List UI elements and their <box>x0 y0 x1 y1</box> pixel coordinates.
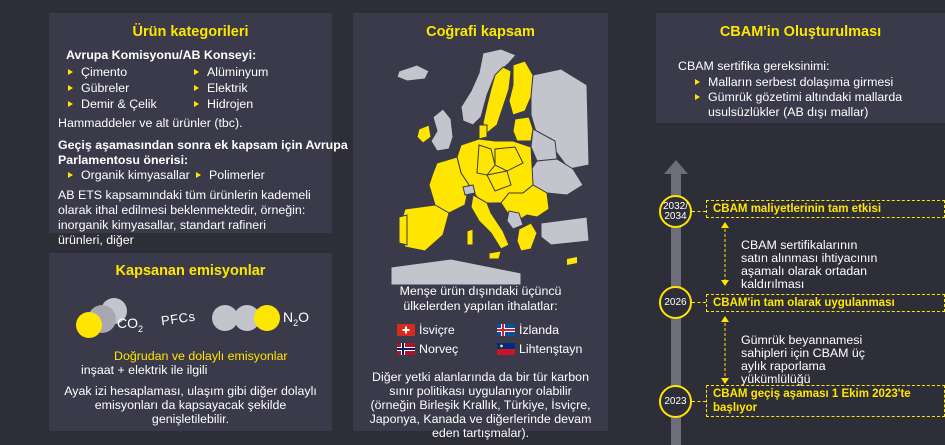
council-heading: Avrupa Komisyonu/AB Konseyi: <box>66 48 257 62</box>
ets-note-1: AB ETS kapsamındaki tüm ürünlerin kademeli <box>58 188 311 202</box>
extra-polymers: Polimerler <box>209 168 265 182</box>
imports-heading-2: ülkelerden yapılan ithalatlar: <box>403 299 558 313</box>
product-categories-title: Ürün kategorileri <box>132 24 249 40</box>
parliament-heading-2: Parlamentosu önerisi: <box>58 153 189 167</box>
product-fertilizers: Gübreler <box>81 81 130 95</box>
phase-out-note-1: CBAM sertifikalarının <box>741 238 858 252</box>
phase-out-note-2: satın alınması ihtiyacının <box>741 251 878 265</box>
cbam-creation-title: CBAM'in Oluşturulması <box>719 24 882 40</box>
customs-supervision-bullet-2: usulsüzlükler (AB dışı mallar) <box>708 105 869 119</box>
year-2023-marker: 2023 <box>659 385 692 418</box>
liechtenstein-flag-icon <box>497 343 515 355</box>
cbam-creation-panel <box>656 13 945 123</box>
country-norway: Norveç <box>419 342 459 356</box>
product-aluminium: Alüminyum <box>207 65 269 79</box>
other-jurisdictions-5: eden tartışmalar). <box>431 426 530 440</box>
product-iron-steel: Demir & Çelik <box>81 97 157 111</box>
norway-flag-icon <box>397 343 415 355</box>
product-cement: Çimento <box>81 65 128 79</box>
footprint-note-2: emisyonları da kapsayacak şekilde <box>94 398 287 412</box>
co2-label: $CO_2$ <box>117 315 144 334</box>
product-categories-panel <box>49 13 348 247</box>
switzerland-flag-icon <box>397 324 415 336</box>
iceland-flag-icon <box>497 324 515 336</box>
n2o-molecule-icon <box>211 301 283 335</box>
imports-heading-1: Menşe ürün dışındaki üçüncü <box>399 284 562 298</box>
emissions-title: Kapsanan emisyonlar <box>115 263 266 279</box>
extra-organic-chemicals: Organik kimyasallar <box>81 168 190 182</box>
free-circulation-bullet: Malların serbest dolaşıma girmesi <box>708 75 894 89</box>
reporting-arrow <box>720 316 730 384</box>
other-jurisdictions-3: (örneğin Birleşik Krallık, Türkiye, İsviçre, <box>370 398 591 412</box>
transition-start-label: CBAM geçiş aşaması 1 Ekim 2023'te başlıyor <box>706 385 945 417</box>
other-jurisdictions-4: Japonya, Kanada ve diğerlerinde devam <box>369 412 592 426</box>
europe-map-icon <box>391 45 591 285</box>
full-implementation-label: CBAM'in tam olarak uygulanması <box>706 294 945 312</box>
geographic-scope-panel <box>353 13 608 440</box>
country-switzerland: İsviçre <box>419 323 455 337</box>
reporting-note-1: Gümrük beyannamesi <box>741 333 863 347</box>
phase-out-note-3: aşamalı olarak ortadan <box>741 264 868 278</box>
footprint-note-1: Ayak izi hesaplaması, ulaşım gibi diğer dolaylı <box>64 384 317 398</box>
construction-electricity: inşaat + elektrik ile ilgili <box>81 363 208 377</box>
country-liechtenstein: Lihtenştayn <box>519 342 583 356</box>
pfcs-label: PFCs <box>160 308 197 329</box>
raw-materials-note: Hammaddeler ve alt ürünler (tbc). <box>58 116 243 130</box>
direct-indirect-emissions: Doğrudan ve dolaylı emisyonlar <box>114 349 288 363</box>
phase-out-arrow <box>720 222 730 286</box>
footprint-note-3: genişletilebilir. <box>151 412 230 426</box>
other-jurisdictions-1: Diğer yetki alanlarında da bir tür karbon <box>372 370 589 384</box>
reporting-note-3: aylık raporlama <box>741 359 826 373</box>
emissions-panel <box>49 253 332 431</box>
customs-supervision-bullet: Gümrük gözetimi altındaki mallarda <box>708 90 903 104</box>
timeline <box>656 160 945 445</box>
year-2026-marker: 2026 <box>659 286 692 319</box>
country-iceland: İzlanda <box>519 323 559 337</box>
other-jurisdictions-2: sınır politikası uygulanıyor olabilir <box>389 384 572 398</box>
n2o-label: $N_2O$ <box>283 309 310 328</box>
ets-note-4: ürünleri, diğer <box>58 233 134 247</box>
ets-note-3: inorganik kimyasallar, standart rafineri <box>58 218 266 232</box>
reporting-note-4: yükümlülüğü <box>741 372 811 386</box>
reporting-note-2: sahipleri için CBAM üç <box>741 346 865 360</box>
geographic-scope-title: Coğrafi kapsam <box>426 24 535 40</box>
phase-out-note-4: kaldırılması <box>741 277 805 291</box>
cert-requirement-heading: CBAM sertifika gereksinimi: <box>678 59 830 73</box>
product-electricity: Elektrik <box>207 81 248 95</box>
year-2032-2034-marker: 2032/ 2034 <box>659 195 692 228</box>
product-hydrogen: Hidrojen <box>207 97 254 111</box>
parliament-heading-1: Geçiş aşamasından sonra ek kapsam için Avrupa <box>58 138 348 152</box>
full-cost-effect-label: CBAM maliyetlerinin tam etkisi <box>706 200 945 218</box>
ets-note-2: olarak ithal edilmesi beklenmektedir, örneğin: <box>58 203 306 217</box>
